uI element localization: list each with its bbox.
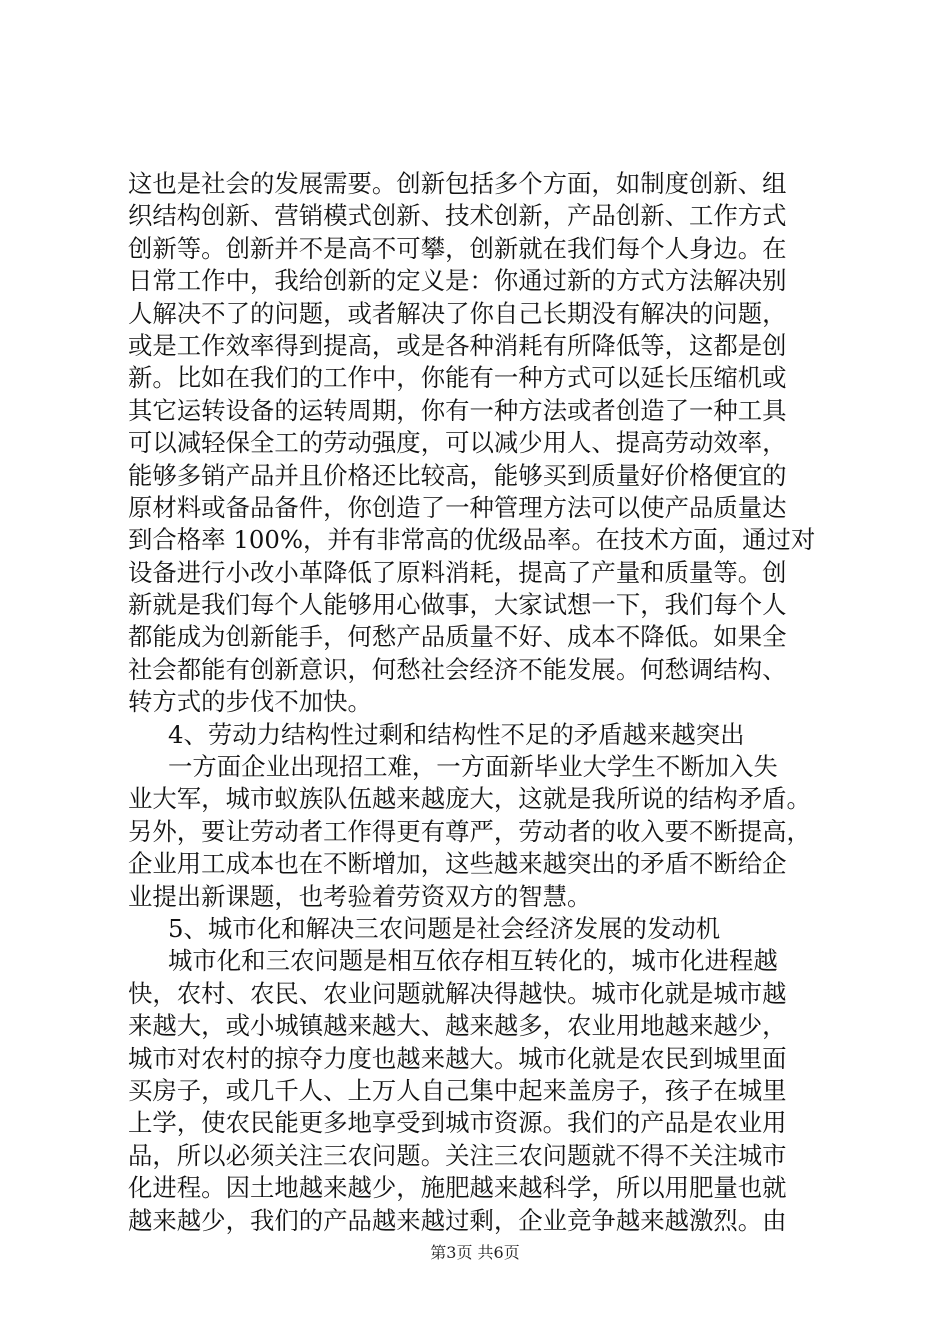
text-line: 另外，要让劳动者工作得更有尊严，劳动者的收入要不断提高， <box>128 816 811 846</box>
text-line: 日常工作中，我给创新的定义是：你通过新的方式方法解决别 <box>128 266 787 296</box>
text-line: 都能成为创新能手，何愁产品质量不好、成本不降低。如果全 <box>128 622 787 652</box>
text-line: 创新等。创新并不是高不可攀，创新就在我们每个人身边。在 <box>128 233 787 263</box>
text-line: 化进程。因土地越来越少，施肥越来越科学，所以用肥量也就 <box>128 1173 787 1203</box>
text-line: 城市化和三农问题是相互依存相互转化的，城市化进程越 <box>168 946 778 976</box>
section-heading: 4、劳动力结构性过剩和结构性不足的矛盾越来越突出 <box>168 719 745 749</box>
text-line: 可以减轻保全工的劳动强度，可以减少用人、提高劳动效率， <box>128 428 787 458</box>
section-heading: 5、城市化和解决三农问题是社会经济发展的发动机 <box>168 913 721 943</box>
text-line: 转方式的步伐不加快。 <box>128 687 372 717</box>
page-number: 第3页 共6页 <box>430 1243 520 1262</box>
text-line: 业大军，城市蚁族队伍越来越庞大，这就是我所说的结构矛盾。 <box>128 784 811 814</box>
text-line: 品，所以必须关注三农问题。关注三农问题就不得不关注城市 <box>128 1140 787 1170</box>
text-line: 来越大，或小城镇越来越大、越来越多，农业用地越来越少， <box>128 1011 787 1041</box>
text-line: 社会都能有创新意识，何愁社会经济不能发展。何愁调结构、 <box>128 654 787 684</box>
text-line: 城市对农村的掠夺力度也越来越大。城市化就是农民到城里面 <box>128 1043 787 1073</box>
text-line: 新。比如在我们的工作中，你能有一种方式可以延长压缩机或 <box>128 363 787 393</box>
text-line: 能够多销产品并且价格还比较高，能够买到质量好价格便宜的 <box>128 460 787 490</box>
text-line: 企业用工成本也在不断增加，这些越来越突出的矛盾不断给企 <box>128 849 787 879</box>
text-line: 越来越少，我们的产品越来越过剩，企业竞争越来越激烈。由 <box>128 1205 787 1235</box>
text-line: 到合格率 100%，并有非常高的优级品率。在技术方面，通过对 <box>128 525 816 555</box>
text-line: 这也是社会的发展需要。创新包括多个方面，如制度创新、组 <box>128 169 787 198</box>
text-line: 上学，使农民能更多地享受到城市资源。我们的产品是农业用 <box>128 1108 787 1138</box>
text-line: 原材料或备品备件，你创造了一种管理方法可以使产品质量达 <box>128 492 787 522</box>
text-line: 快，农村、农民、农业问题就解决得越快。城市化就是城市越 <box>128 978 787 1008</box>
text-line: 业提出新课题，也考验着劳资双方的智慧。 <box>128 881 592 911</box>
text-line: 其它运转设备的运转周期，你有一种方法或者创造了一种工具 <box>128 395 787 425</box>
text-line: 人解决不了的问题，或者解决了你自己长期没有解决的问题， <box>128 298 787 328</box>
text-line: 一方面企业出现招工难，一方面新毕业大学生不断加入失 <box>168 752 778 782</box>
text-line: 设备进行小改小革降低了原料消耗，提高了产量和质量等。创 <box>128 557 787 587</box>
text-line: 新就是我们每个人能够用心做事，大家试想一下，我们每个人 <box>128 590 787 620</box>
body-text <box>128 168 828 1237</box>
text-line: 买房子，或几千人、上万人自己集中起来盖房子，孩子在城里 <box>128 1075 787 1105</box>
text-line: 织结构创新、营销模式创新、技术创新，产品创新、工作方式 <box>128 201 787 231</box>
text-line: 或是工作效率得到提高，或是各种消耗有所降低等，这都是创 <box>128 330 787 360</box>
